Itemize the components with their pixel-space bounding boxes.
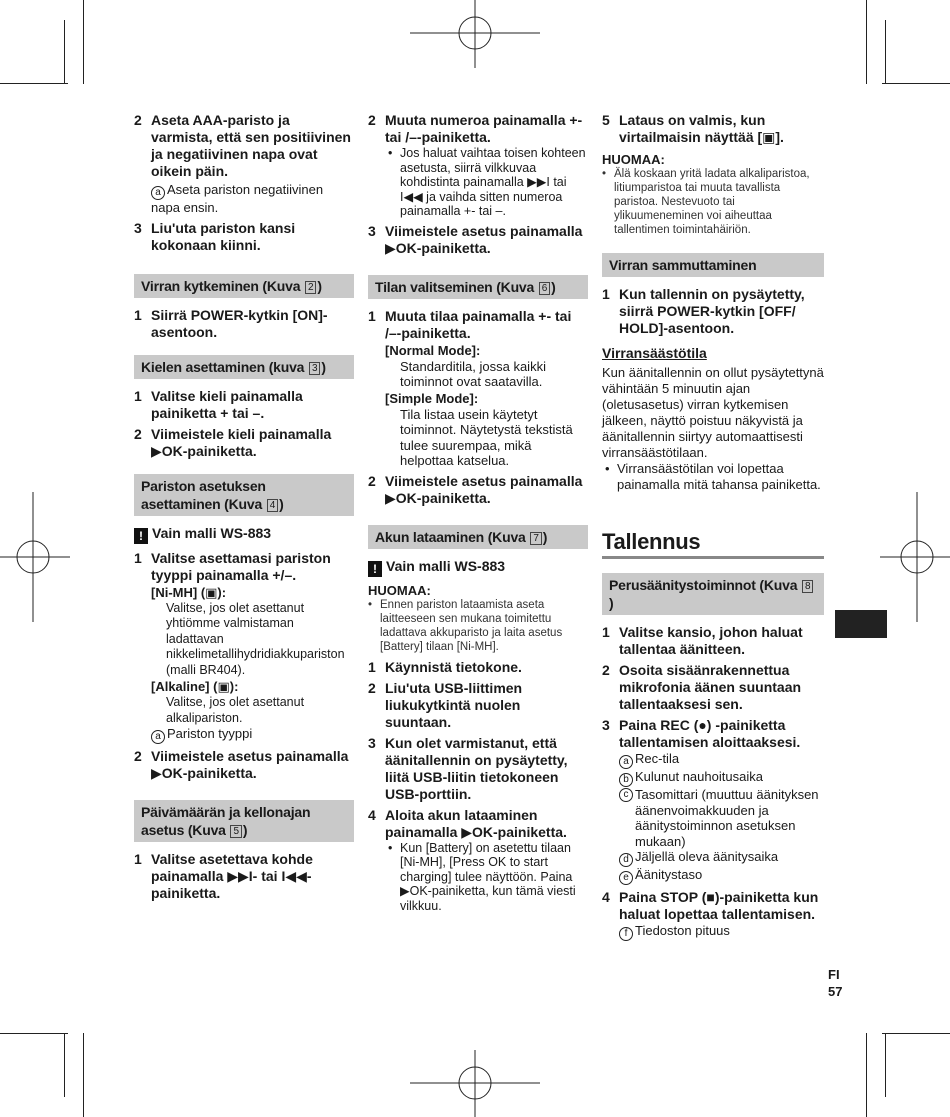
step-item: 2 Osoita sisäänrakennettua mikrofonia äänen suuntaan tallentaaksesi sen.: [602, 662, 802, 712]
bullet-item: • Kun [Battery] on asetettu tilaan [Ni-MH], [Press OK to start charging] tulee näyttöön. Paina ▶OK-painiketta, kun tämä viesti vilkkuu.: [385, 841, 588, 914]
step-item: 5 Lataus on valmis, kun virtailmaisin näyttää [▣].: [602, 112, 784, 145]
step-item: 1 Valitse asettamasi pariston tyyppi painamalla +/–. [Ni-MH] (▣): Valitse, jos olet asettanut yhtiömme valmistaman ladattavan nikkelimetallihydridiakkupariston (malli BR404). [Alkaline] (▣): Valitse, jos olet asettanut alkalipariston. a Pariston tyyppi: [134, 550, 354, 745]
column-3: [602, 112, 824, 945]
bullet-item: • Jos haluat vaihtaa toisen kohteen asetusta, siirrä vilkkuvaa kohdistinta painamalla ▶▶I tai I◀◀ ja vaihda sitten numeroa painamalla +- tai –.: [385, 146, 588, 219]
crop-mark: [83, 0, 84, 84]
step-item: 2 Viimeistele kieli painamalla ▶OK-painiketta.: [134, 425, 332, 459]
step-item: 1 Käynnistä tietokone.: [368, 658, 522, 675]
step-item: 2 Viimeistele asetus painamalla ▶OK-painiketta.: [368, 472, 583, 506]
crop-mark: [0, 1033, 68, 1034]
step-item: 1 Muuta tilaa painamalla +- tai /–-painiketta. [Normal Mode]: Standarditila, jossa kaikki toiminnot ovat saatavilla. [Simple Mode]: Tila listaa usein käytetyt toiminnot. Näytetystä tekstistä tulee suurempaa, mikä helpottaa katselua.: [368, 308, 588, 469]
step-item: 3 Kun olet varmistanut, että äänitallennin on pysäytetty, liitä USB-liitin tietokoneen USB-porttiin.: [368, 734, 568, 802]
crop-mark: [64, 1033, 65, 1097]
crop-mark: [64, 20, 65, 84]
note-text: • Ennen pariston lataamista aseta laitteeseen sen mukana toimitettu ladattava akkuparisto ja laita asetus [Battery] tilaan [Ni-MH].: [368, 598, 588, 654]
crop-mark: [0, 83, 68, 84]
step-item: 1 Valitse kieli painamalla painiketta + tai –.: [134, 387, 303, 421]
callout-item: e Äänitystaso: [619, 867, 824, 885]
callout-item: a Pariston tyyppi: [151, 726, 354, 744]
step-item: 3 Viimeistele asetus painamalla ▶OK-painiketta.: [368, 222, 583, 256]
warning-icon: !: [134, 528, 148, 544]
registration-mark-bottom: [410, 1050, 540, 1117]
registration-mark-top: [410, 0, 540, 70]
step-item: 1 Valitse kansio, johon haluat tallentaa äänitteen.: [602, 624, 803, 657]
step-item: 4 Aloita akun lataaminen painamalla ▶OK-painiketta. • Kun [Battery] on asetettu tilaan [Ni-MH], [Press OK to start charging] tulee näyttöön. Paina ▶OK-painiketta, kun tämä viesti vilkkuu.: [368, 807, 588, 914]
section-header: Kielen asettaminen (kuva 3 ): [134, 355, 354, 379]
option-desc: Valitse, jos olet asettanut yhtiömme valmistaman ladattavan nikkelimetallihydridiakkupariston (malli BR404).: [166, 600, 345, 677]
section-tab: [835, 610, 887, 638]
step-item: 2 Muuta numeroa painamalla +- tai /–-painiketta. • Jos haluat vaihtaa toisen kohteen asetusta, siirrä vilkkuvaa kohdistinta painamalla ▶▶I tai I◀◀ ja vaihda sitten numeroa painamalla +- tai –.: [368, 112, 588, 219]
step-item: 1 Kun tallennin on pysäytetty, siirrä POWER-kytkin [OFF/ HOLD]-asentoon.: [602, 286, 805, 336]
option-desc: Valitse, jos olet asettanut alkalipariston.: [166, 695, 305, 725]
option-label: [Simple Mode]:: [385, 390, 479, 406]
crop-mark: [83, 1033, 84, 1117]
crop-mark: [866, 1033, 867, 1117]
section-header: Virran sammuttaminen: [602, 253, 824, 277]
page-lang: FI: [828, 967, 840, 982]
note-heading: HUOMAA:: [602, 152, 665, 167]
chapter-title: Tallennus: [602, 529, 824, 559]
crop-mark: [866, 0, 867, 84]
note-heading: HUOMAA:: [368, 582, 431, 598]
step-item: 1 Siirrä POWER-kytkin [ON]-asentoon.: [134, 306, 328, 340]
crop-mark: [885, 1033, 886, 1097]
crop-mark: [882, 83, 950, 84]
crop-mark: [882, 1033, 950, 1034]
column-2: [368, 112, 588, 917]
step-item: 2 Aseta AAA-paristo ja varmista, että sen positiivinen ja negatiivinen napa ovat oikein päin. a Aseta pariston negatiivinen napa ensin.: [134, 112, 354, 216]
step-item: 2 Viimeistele asetus painamalla ▶OK-painiketta.: [134, 748, 349, 781]
registration-mark-left: [0, 492, 70, 622]
page-number: 57: [828, 984, 843, 999]
page-footer: [828, 966, 842, 1000]
registration-mark-right: [880, 492, 950, 622]
callout-item: b Kulunut nauhoitusaika: [619, 769, 824, 787]
section-header: Päivämäärän ja kellonajan asetus (Kuva 5 ): [134, 800, 354, 842]
note-text: • Älä koskaan yritä ladata alkaliparistoa, litiumparistoa tai muuta tavallista paristoa. Nestevuoto tai ylikuumeneminen voi aiheuttaa tallentimen toimintahäiriön.: [602, 167, 824, 237]
callout-item: c Tasomittari (muuttuu äänityksen äänenvoimakkuuden ja äänitystoiminnon asetuksen mukaan): [619, 787, 824, 849]
section-header: Virran kytkeminen (Kuva 2 ): [134, 274, 354, 298]
model-warning: ! Vain malli WS-883: [134, 525, 354, 544]
column-1: [134, 112, 354, 906]
option-desc: Standarditila, jossa kaikki toiminnot ovat saatavilla.: [400, 358, 546, 389]
callout-item: f Tiedoston pituus: [619, 923, 824, 941]
paragraph: Kun äänitallennin on ollut pysäytettynä vähintään 5 minuutin ajan (oletusasetus) virran kytkemisen jälkeen, näyttö poistuu näkyvistä ja äänitallennin siirtyy automaattisesti virransäästötilaan.: [602, 365, 824, 460]
option-label: [Normal Mode]:: [385, 342, 481, 358]
model-warning: ! Vain malli WS-883: [368, 558, 588, 577]
option-label: [Alkaline] (▣):: [151, 679, 239, 694]
section-header: Perusäänitystoiminnot (Kuva 8): [602, 573, 824, 615]
section-header: Akun lataaminen (Kuva 7 ): [368, 525, 588, 549]
section-header: Tilan valitseminen (Kuva 6 ): [368, 275, 588, 299]
crop-mark: [885, 20, 886, 84]
step-item: 1 Valitse asetettava kohde painamalla ▶▶I- tai I◀◀-painiketta.: [134, 851, 313, 901]
warning-icon: !: [368, 561, 382, 577]
option-label: [Ni-MH] (▣):: [151, 584, 227, 600]
step-item: 3 Liu'uta pariston kansi kokonaan kiinni.: [134, 219, 296, 253]
step-item: 3 Paina REC (●) -painiketta tallentamisen aloittaaksesi. a Rec-tila b Kulunut nauhoitusaika c Tasomittari (muuttuu äänityksen äänenvoimakkuuden ja äänitystoiminnon asetuksen mukaan) d Jäljellä oleva äänitysaika e Äänitystaso: [602, 717, 824, 885]
callout-item: a Aseta pariston negatiivinen napa ensin.: [151, 182, 324, 215]
step-item: 4 Paina STOP (■)-painiketta kun haluat lopettaa tallentamisen. f Tiedoston pituus: [602, 889, 824, 941]
subsection-title: Virransäästötila: [602, 345, 707, 361]
callout-item: a Rec-tila: [619, 751, 824, 769]
section-header: Pariston asetuksen asettaminen (Kuva 4 ): [134, 474, 354, 516]
option-desc: Tila listaa usein käytetyt toiminnot. Näytetystä tekstistä tulee suurempaa, mikä helpottaa katselua.: [400, 406, 573, 468]
bullet-item: • Virransäästötilan voi lopettaa painamalla mitä tahansa painiketta.: [602, 461, 824, 493]
callout-item: d Jäljellä oleva äänitysaika: [619, 849, 824, 867]
step-item: 2 Liu'uta USB-liittimen liukukytkintä nuolen suuntaan.: [368, 679, 523, 730]
